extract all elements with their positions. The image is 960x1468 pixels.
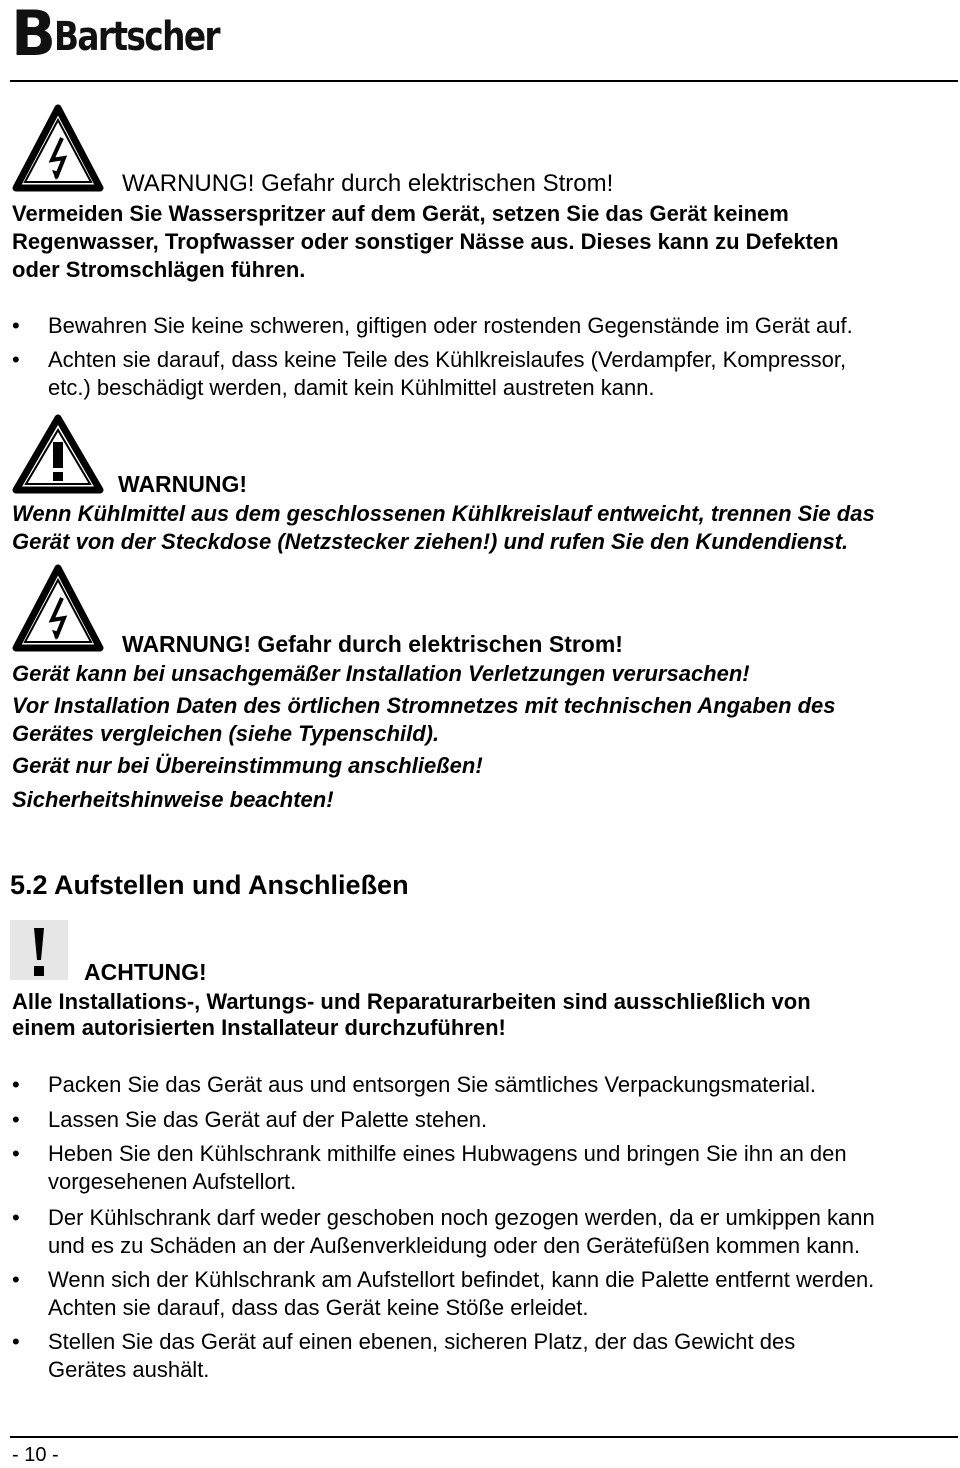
section-heading: 5.2 Aufstellen und Anschließen [10,870,409,900]
warning1-title: WARNUNG! Gefahr durch elektrischen Strom! [122,170,614,197]
logo-b-letter: B [11,0,57,70]
list-item-text: Gerätes aushält. [48,1357,210,1382]
list-item-text: vorgesehenen Aufstellort. [48,1169,297,1194]
warning3-line: Gerät kann bei unsachgemäßer Installation Verletzungen verursachen! [12,661,750,686]
bullet-dot: • [12,1205,20,1230]
warning2-title: WARNUNG! [118,471,248,497]
bartscher-logo [10,2,240,68]
header-rule [10,80,958,82]
warning1-line: Regenwasser, Tropfwasser oder sonstiger Nässe aus. Dieses kann zu Defekten [12,229,839,254]
list-item-text: Stellen Sie das Gerät auf einen ebenen, sicheren Platz, der das Gewicht des [48,1329,796,1354]
bullet-dot: • [12,1072,20,1097]
bullet-dot: • [12,347,20,372]
logo-text: Bartscher [54,14,219,60]
list-item-text: Achten sie darauf, dass keine Teile des Kühlkreislaufes (Verdampfer, Kompressor, [48,347,847,372]
list-item-text: Der Kühlschrank darf weder geschoben noch gezogen werden, da er umkippen kann [48,1205,875,1230]
list-item-text: Heben Sie den Kühlschrank mithilfe eines Hubwagens und bringen Sie ihn an den [48,1141,847,1166]
list-item-text: etc.) beschädigt werden, damit kein Kühlmittel austreten kann. [48,375,655,400]
notice-line: Alle Installations-, Wartungs- und Reparaturarbeiten sind ausschließlich von [12,989,811,1014]
list-item-text: Lassen Sie das Gerät auf der Palette stehen. [48,1107,488,1132]
bullet-dot: • [12,313,20,338]
warning2-line: Wenn Kühlmittel aus dem geschlossenen Kühlkreislauf entweicht, trennen Sie das [12,501,875,526]
exclamation-warning-icon [12,414,104,494]
warning2-line: Gerät von der Steckdose (Netzstecker ziehen!) und rufen Sie den Kundendienst. [12,529,849,554]
notice-title: ACHTUNG! [84,959,207,985]
bullet-dot: • [12,1107,20,1132]
warning3-line: Gerät nur bei Übereinstimmung anschließen! [12,753,483,778]
list-item-text: Bewahren Sie keine schweren, giftigen oder rostenden Gegenstände im Gerät auf. [48,313,853,338]
exclamation-notice-icon [10,920,68,980]
bullet-dot: • [12,1267,20,1292]
list-item-text: Packen Sie das Gerät aus und entsorgen Sie sämtliches Verpackungsmaterial. [48,1072,816,1097]
warning3-line: Vor Installation Daten des örtlichen Stromnetzes mit technischen Angaben des [12,693,836,718]
bullet-dot: • [12,1141,20,1166]
footer-rule [10,1436,958,1438]
bullet-dot: • [12,1329,20,1354]
notice-line: einem autorisierten Installateur durchzuführen! [12,1015,506,1040]
warning3-line: Gerätes vergleichen (siehe Typenschild). [12,721,440,746]
list-item-text: Wenn sich der Kühlschrank am Aufstellort befindet, kann die Palette entfernt werden. [48,1267,875,1292]
list-item-text: Achten sie darauf, dass das Gerät keine Stöße erleidet. [48,1295,589,1320]
warning3-line: Sicherheitshinweise beachten! [12,787,334,812]
warning3-title: WARNUNG! Gefahr durch elektrischen Strom! [122,631,623,657]
list-item-text: und es zu Schäden an der Außenverkleidung oder den Gerätefüßen kommen kann. [48,1233,861,1258]
page-number: - 10 - [12,1444,59,1466]
warning1-line: oder Stromschlägen führen. [12,257,306,282]
electric-warning-icon [12,564,104,652]
electric-warning-icon [12,104,104,192]
warning1-line: Vermeiden Sie Wasserspritzer auf dem Gerät, setzen Sie das Gerät keinem [12,201,789,226]
